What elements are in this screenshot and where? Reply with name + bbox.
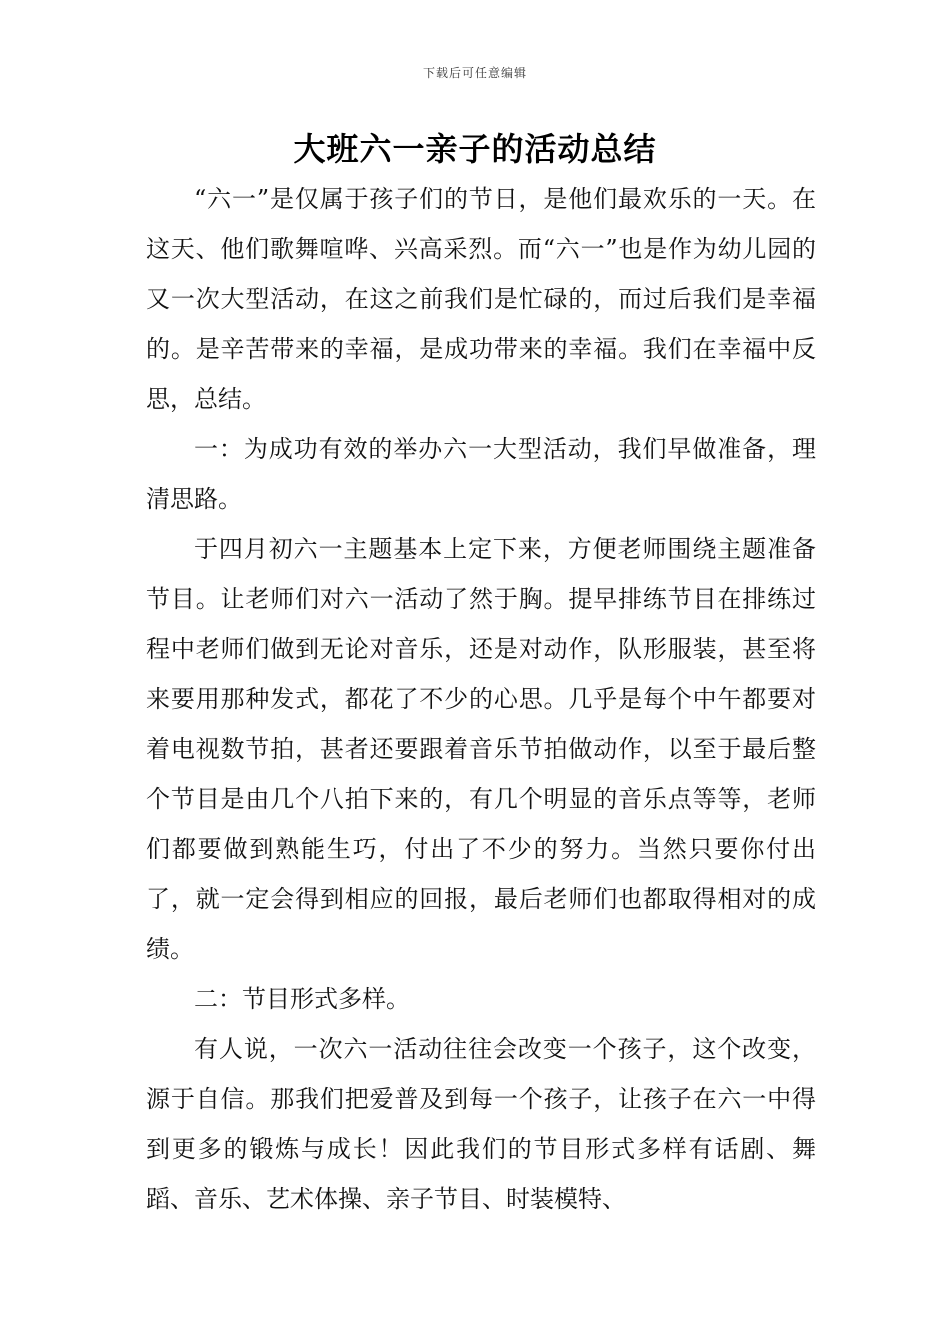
paragraph-preparation: 于四月初六一主题基本上定下来，方便老师围绕主题准备节目。让老师们对六一活动了然于胸。提早排练节目在排练过程中老师们做到无论对音乐，还是对动作，队形服装，甚至将来要用那种发式，都花了不少的心思。几乎是每个中午都要对着电视数节拍，甚者还要跟着音乐节拍做动作，以至于最后整个节目是由几个八拍下来的，有几个明显的音乐点等等，老师们都要做到熟能生巧，付出了不少的努力。当然只要你付出了，就一定会得到相应的回报，最后老师们也都取得相对的成绩。 <box>146 535 816 963</box>
paragraph-section-one-heading: 一：为成功有效的举办六一大型活动，我们早做准备，理清思路。 <box>146 435 816 513</box>
header-note: 下载后可任意编辑 <box>422 66 527 80</box>
document-body <box>146 174 816 1224</box>
paragraph-program-forms: 有人说，一次六一活动往往会改变一个孩子，这个改变，源于自信。那我们把爱普及到每一个孩子，让孩子在六一中得到更多的锻炼与成长！因此我们的节目形式多样有话剧、舞蹈、音乐、艺术体操、亲子节目、时装模特、 <box>146 1035 816 1213</box>
document-title: 大班六一亲子的活动总结 <box>293 130 657 168</box>
paragraph-section-two-heading: 二：节目形式多样。 <box>194 985 410 1013</box>
paragraph-intro: “六一”是仅属于孩子们的节日，是他们最欢乐的一天。在这天、他们歌舞喧哗、兴高采烈。而“六一”也是作为幼儿园的又一次大型活动，在这之前我们是忙碌的，而过后我们是幸福的。是辛苦带来的幸福，是成功带来的幸福。我们在幸福中反思，总结。 <box>146 185 816 413</box>
